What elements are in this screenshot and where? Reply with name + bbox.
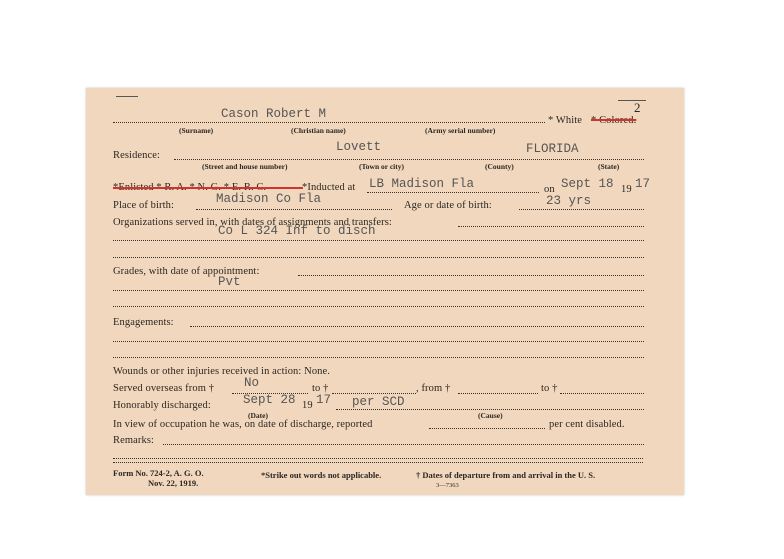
occupation-label: In view of occupation he was, on date of discharge, reported: [113, 419, 373, 430]
colored-label: [591, 115, 636, 126]
overseas-line-3: [458, 393, 538, 394]
engagements-line-1: [190, 326, 644, 327]
engagements-line-3: [113, 357, 644, 358]
discharge-date: Sept 28: [243, 393, 296, 407]
form-number: Form No. 724-2, A. G. O.: [113, 468, 204, 478]
state-caption: (State): [598, 162, 620, 171]
grades-value: Pvt: [218, 275, 241, 289]
overseas-to-label: to †: [312, 383, 329, 394]
birthplace-label: Place of birth:: [113, 200, 174, 211]
christian-caption: (Christian name): [291, 126, 346, 135]
overseas-line-4: [560, 393, 644, 394]
name-line: [113, 122, 545, 123]
inducted-line: [367, 192, 539, 193]
organizations-value: Co L 324 Inf to disch: [218, 224, 376, 238]
serial-caption: (Army serial number): [425, 126, 496, 135]
strike-note: *Strike out words not applicable.: [261, 470, 382, 480]
card-number: 2: [634, 100, 641, 115]
dates-note: † Dates of departure from and arrival in the U. S.: [416, 470, 596, 480]
engagements-line-2: [113, 341, 644, 342]
inducted-label: *Inducted at: [302, 182, 356, 193]
county-caption: (County): [485, 162, 514, 171]
overseas-line-2: [332, 393, 416, 394]
age-value: 23 yrs: [546, 194, 592, 208]
discharge-label: Honorably discharged:: [113, 400, 211, 411]
inducted-date: Sept 18: [561, 177, 614, 191]
top-mark: [116, 96, 138, 97]
age-line: [519, 209, 644, 210]
organizations-line-1: [458, 226, 644, 227]
grades-line-2: [113, 290, 644, 291]
occupation-line: [429, 428, 545, 429]
engagements-label: Engagements:: [113, 317, 174, 328]
town-caption: (Town or city): [359, 162, 404, 171]
white-label: * White: [548, 115, 583, 126]
discharge-year: 17: [316, 393, 332, 407]
overseas-from-label: , from †: [416, 383, 451, 394]
residence-label: Residence:: [113, 150, 161, 161]
residence-line: [174, 159, 644, 160]
birthplace-line: [196, 209, 392, 210]
discharge-line: [336, 409, 644, 410]
grades-line-1: [298, 275, 644, 276]
print-code: 3—7363: [436, 482, 459, 489]
overseas-label: Served overseas from †: [113, 383, 215, 394]
name-value: Cason Robert M: [221, 107, 327, 121]
surname-caption: (Surname): [179, 126, 214, 135]
organizations-line-2: [113, 240, 644, 241]
inducted-year-prefix: 19: [621, 184, 632, 195]
birthplace-value: Madison Co Fla: [216, 192, 322, 206]
remarks-label: Remarks:: [113, 435, 155, 446]
colored-text: * Colored.: [591, 115, 637, 126]
residence-town: Lovett: [336, 140, 382, 154]
grades-label: Grades, with date of appointment:: [113, 266, 260, 277]
overseas-value: No: [244, 376, 260, 390]
remarks-line-2: [113, 458, 643, 463]
service-record-card: [86, 88, 684, 495]
form-date: Nov. 22, 1919.: [148, 478, 199, 488]
discharge-year-prefix: 19: [302, 400, 313, 411]
wounds-label: Wounds or other injuries received in action: None.: [113, 366, 331, 377]
enlistment-strike: [113, 187, 303, 189]
grades-line-3: [113, 306, 644, 307]
number-mark: [618, 100, 646, 101]
inducted-year: 17: [635, 177, 651, 191]
remarks-line-1: [163, 444, 644, 445]
inducted-place: LB Madison Fla: [369, 177, 475, 191]
street-caption: (Street and house number): [202, 162, 288, 171]
organizations-line-3: [113, 257, 644, 258]
occupation-suffix: per cent disabled.: [549, 419, 625, 430]
age-label: Age or date of birth:: [404, 200, 492, 211]
discharge-date-caption: (Date): [248, 411, 268, 420]
on-label: on: [544, 184, 555, 195]
discharge-cause-caption: (Cause): [478, 411, 503, 420]
discharge-cause: per SCD: [352, 395, 405, 409]
overseas-to2-label: to †: [541, 383, 558, 394]
residence-state: FLORIDA: [526, 142, 579, 156]
organizations-label: Organizations served in, with dates of assignments and transfers:: [113, 217, 392, 228]
